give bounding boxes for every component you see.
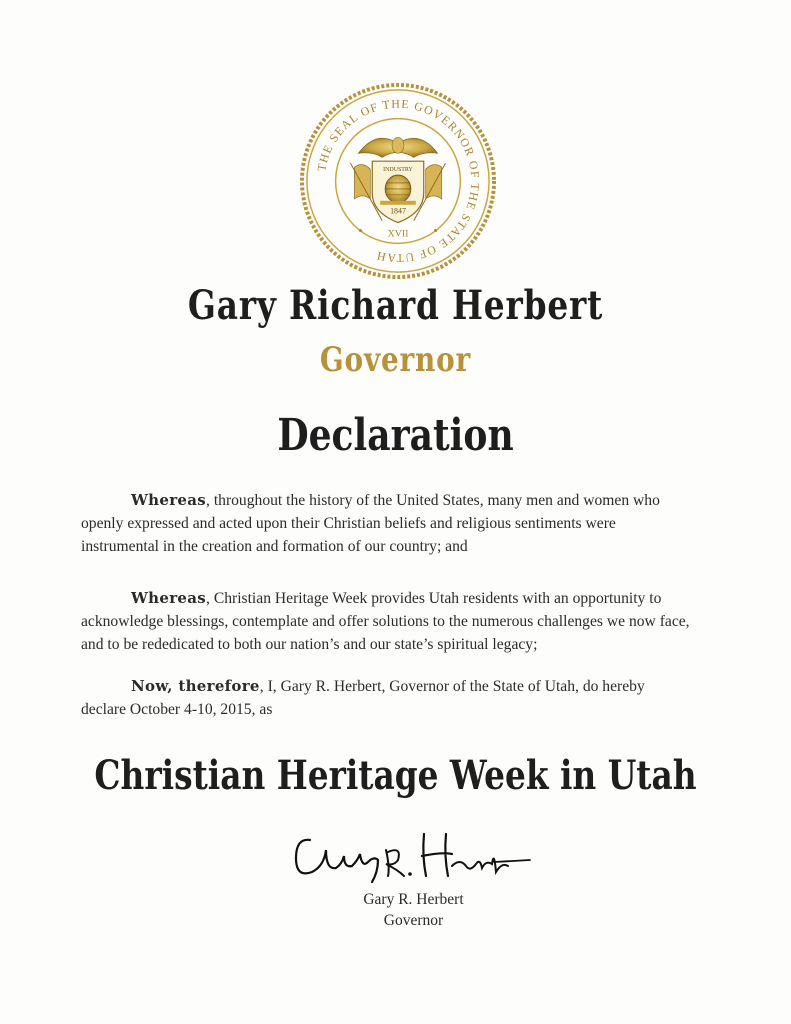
seal-banner: INDUSTRY <box>383 167 413 174</box>
paragraph-lead: Whereas <box>131 589 207 607</box>
signatory-title: Governor <box>383 912 444 929</box>
paragraph-text: , I, Gary R. Herbert, Governor of the State of Utah, do hereby declare October 4-10, 2015, as <box>81 678 645 718</box>
whereas-paragraph-2 <box>81 587 693 656</box>
now-therefore-paragraph <box>81 675 693 721</box>
governor-title: Governor <box>319 340 472 380</box>
paragraph-text: , throughout the history of the United States, many men and women who openly expressed and acted upon their Christian beliefs and religious sentiments were instrumental in the creation and formation of our country; and <box>81 492 660 555</box>
paragraph-lead: Now, therefore <box>131 677 260 695</box>
seal-year: 1847 <box>390 206 406 216</box>
whereas-paragraph-1 <box>81 489 693 558</box>
signatory-name: Gary R. Herbert <box>363 891 464 908</box>
document-heading: Declaration <box>277 410 514 461</box>
seal-number: XVII <box>387 228 409 240</box>
governor-seal-icon <box>299 82 497 280</box>
paragraph-lead: Whereas <box>131 491 207 509</box>
signature-icon <box>282 820 532 890</box>
proclamation-title: Christian Heritage Week in Utah <box>94 752 697 799</box>
paragraph-text: , Christian Heritage Week provides Utah residents with an opportunity to acknowledge blessings, contemplate and offer solutions to the numerous challenges we now face, and to be rededicated to both our nation’s and our state’s spiritual legacy; <box>81 590 690 653</box>
seal-ring-text: THE SEAL OF THE GOVERNOR OF THE STATE OF UTAH <box>314 96 483 266</box>
governor-name: Gary Richard Herbert <box>187 282 604 329</box>
